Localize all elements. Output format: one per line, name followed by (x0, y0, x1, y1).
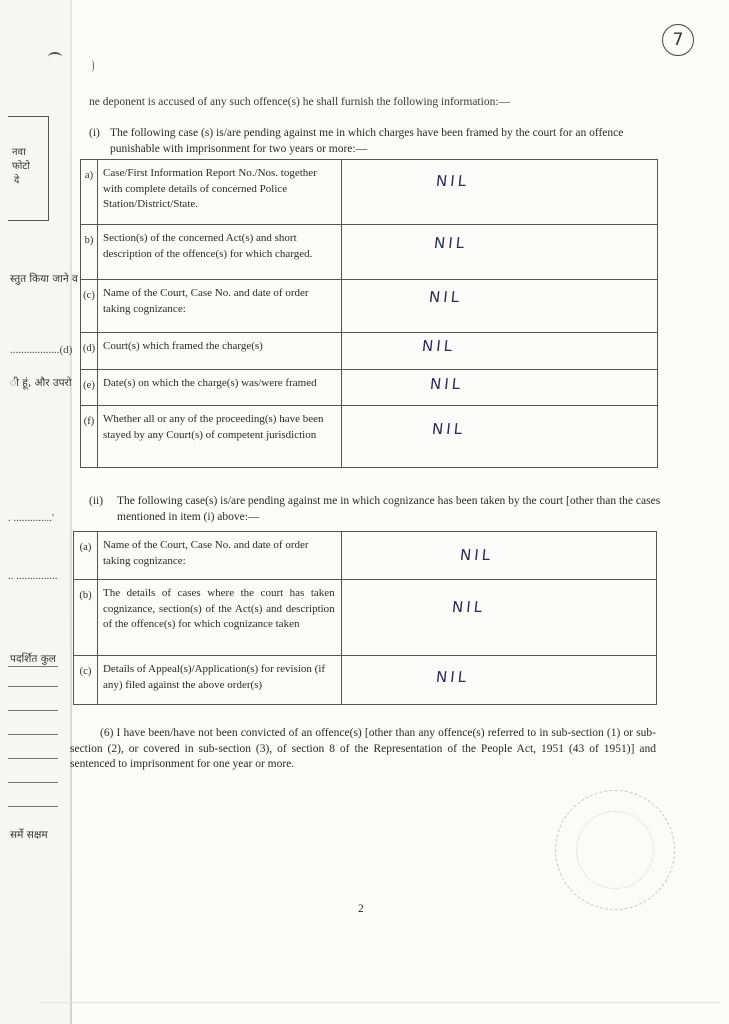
margin-dots-1: ..................(d) (10, 344, 73, 356)
scan-edge-line (40, 1002, 720, 1003)
row-label: (b) (74, 580, 98, 656)
row-description: The details of cases where the court has taken cognizance, section(s) of the Act(s) and description of the offence(s) for which cognizance taken (97, 580, 341, 656)
page-edge (70, 0, 72, 1024)
margin-dots-3: .. ............... (8, 570, 58, 582)
row-answer-cell (341, 370, 657, 406)
table-row (81, 280, 658, 333)
footer-page-number: 2 (358, 903, 364, 915)
row-description: Details of Appeal(s)/Application(s) for revision (if any) filed against the above order(s) (97, 656, 341, 705)
margin-hindi-text-3: पदर्शित कुल (10, 653, 56, 665)
table-row (81, 225, 658, 280)
margin-hindi-text-4: सर्मे सक्षम (10, 829, 48, 841)
handwritten-answer: NIL (428, 375, 464, 393)
row-description: Whether all or any of the proceeding(s) have been stayed by any Court(s) of competent jurisdiction (97, 406, 341, 468)
handwritten-answer: NIL (434, 172, 470, 190)
circled-page-number: 7 (662, 24, 694, 56)
row-description: Case/First Information Report No./Nos. together with complete details of concerned Police Station/District/State. (97, 160, 341, 225)
table-row (81, 160, 658, 225)
table-row (81, 333, 658, 370)
pen-mark (48, 52, 62, 62)
margin-hindi-text-2: ी हूं, और उपरो (10, 377, 72, 389)
section-ii-text: The following case(s) is/are pending against me in which cognizance has been taken by the court [other than the cases mentioned in item (i) above:— (117, 495, 661, 523)
row-answer-cell (341, 280, 657, 333)
table-row (74, 580, 657, 656)
paragraph-6: (6) I have been/have not been convicted of an offence(s) [other than any offence(s) referred to in sub-section (1) or sub-section (2), or covered in sub-section (3), of section 8 of the Representation of the People Act, 1951 (43 of 1951)] and sentenced to imprisonment for one year or more. (70, 727, 656, 770)
row-label: (e) (81, 370, 98, 406)
row-label: (f) (81, 406, 98, 468)
margin-rule (8, 806, 58, 807)
row-label: (c) (74, 656, 98, 705)
row-answer-cell (341, 406, 657, 468)
row-description: Name of the Court, Case No. and date of order taking cognizance: (97, 532, 341, 580)
row-label: (a) (74, 532, 98, 580)
table-row (81, 370, 658, 406)
margin-rule (8, 710, 58, 711)
row-description: Section(s) of the concerned Act(s) and short description of the offence(s) for which charged. (97, 225, 341, 280)
margin-rule (8, 758, 58, 759)
row-answer-cell (341, 656, 656, 705)
handwritten-answer: NIL (458, 546, 494, 564)
row-label: (c) (81, 280, 98, 333)
margin-rule (8, 782, 58, 783)
handwritten-answer: NIL (420, 337, 456, 355)
table-row (74, 532, 657, 580)
row-description: Date(s) on which the charge(s) was/were framed (97, 370, 341, 406)
row-label: (d) (81, 333, 98, 370)
table-row (81, 406, 658, 468)
margin-rule (8, 686, 58, 687)
margin-photo-text-2: फोटो (12, 161, 30, 172)
row-label: a) (81, 160, 98, 225)
seal-stamp (555, 790, 675, 910)
handwritten-answer: NIL (450, 598, 486, 616)
table-row (74, 656, 657, 705)
row-answer-cell (341, 160, 657, 225)
handwritten-answer: NIL (427, 288, 463, 306)
margin-photo-text-1: नवा (12, 147, 26, 158)
pen-mark (90, 60, 94, 72)
margin-rule (8, 666, 58, 667)
margin-rule (8, 734, 58, 735)
margin-photo-text-3: दे (14, 175, 20, 186)
section-i-number: (i) (89, 127, 100, 139)
intro-text: ne deponent is accused of any such offence(s) he shall furnish the following information:— (89, 96, 511, 108)
section-ii-table (73, 531, 657, 705)
row-answer-cell (341, 580, 656, 656)
section-i-text: The following case (s) is/are pending against me in which charges have been framed by the court for an offence punishable with imprisonment for two years or more:— (110, 127, 624, 155)
row-answer-cell (341, 225, 657, 280)
handwritten-answer: NIL (430, 420, 466, 438)
section-ii-number: (ii) (89, 495, 104, 507)
section-i-table (80, 159, 658, 468)
row-description: Name of the Court, Case No. and date of order taking cognizance: (97, 280, 341, 333)
margin-dots-2: . ..............' (8, 512, 54, 524)
row-description: Court(s) which framed the charge(s) (97, 333, 341, 370)
handwritten-answer: NIL (434, 668, 470, 686)
seal-stamp-inner-ring (576, 811, 654, 889)
margin-hindi-text-1: स्तुत किया जाने व (10, 273, 78, 285)
row-answer-cell (341, 333, 657, 370)
row-answer-cell (341, 532, 656, 580)
row-label: b) (81, 225, 98, 280)
handwritten-answer: NIL (432, 234, 468, 252)
